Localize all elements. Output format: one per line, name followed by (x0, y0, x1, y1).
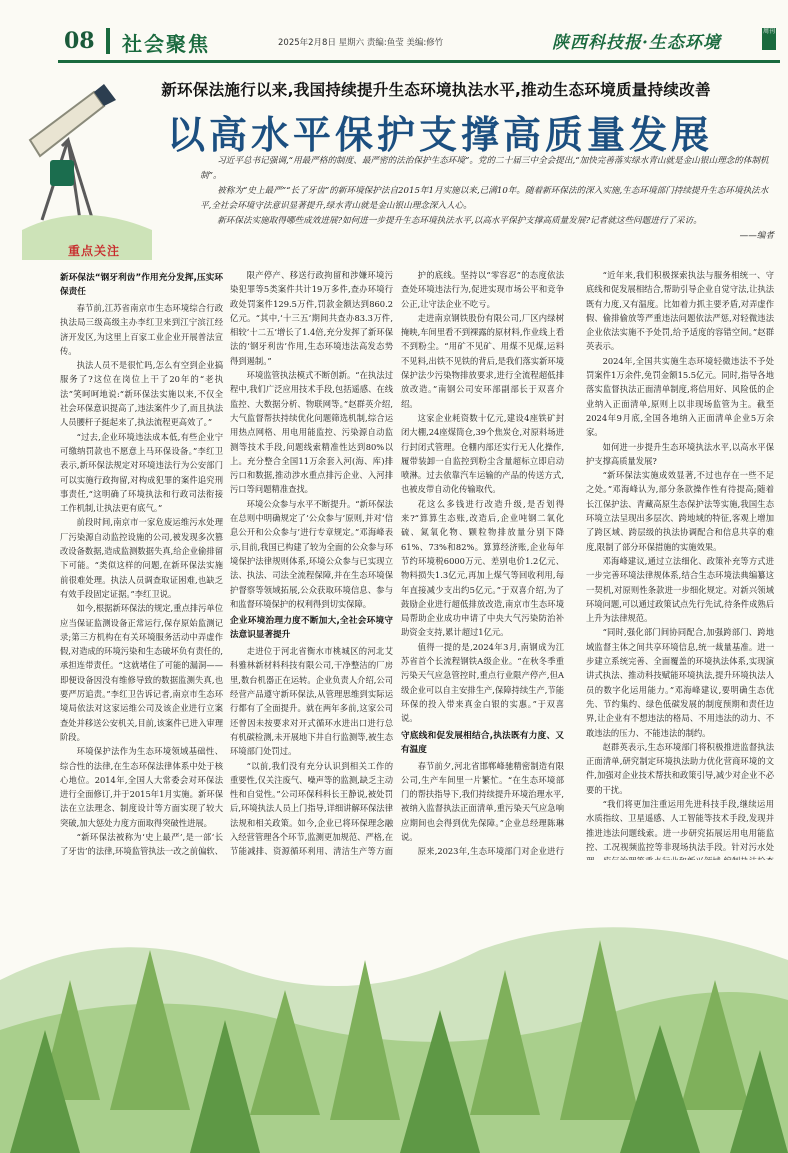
body-paragraph: “同时,强化部门间协同配合,加强跨部门、跨地域监督主体之间共享环境信息,统一裁量基准。进一步建立系统完善、全面覆盖的环境执法体系,实现演讲式执法、推动科技赋能环境执法,提升环境执法人员的数字化运用能力。”邓海峰建议,要明确生态优先、节约集约、绿色低碳发展的制度预期和责任边界,让企业有不想违法的格局、不用违法的动力、不敢违法的压力、不能违法的制约。 (586, 627, 774, 738)
forest-landscape-illustration (0, 860, 788, 1153)
body-paragraph: 走进南京钢铁股份有限公司,厂区内绿树掩映,车间里看不到裸露的原材料,作业线上看不到粉尘。“用矿不见矿、用煤不见煤,运料不见料,出铁不见铁的背后,是我们落实新环境保护法少污染物排放要求,进行全流程超低排放改造。”南钢公司安环部副部长于双喜介绍。 (401, 312, 564, 409)
body-paragraph: 花这么多钱进行改造升级,是否划得来?“算算生态账,改造后,企业吨钢二氧化硫、氮氧化物、颗粒物排放量分别下降61%、73%和82%。算算经济账,企业每年节约环境税6000万元、差别电价1.2亿元、物料损失1.3亿元,再加上煤气等回收利用,每年直接减少支出约5亿元。”于双喜介绍,为了鼓励企业进行超低排放改造,南京市生态环境局帮助企业成功申请了中央大气污染防治补助资金支持,累计超过1亿元。 (401, 498, 564, 638)
section-subheading: 企业环境治理力度不断加大,全社会环境守法意识显著提升 (230, 616, 393, 641)
body-paragraph: 如今,根据新环保法的规定,重点排污单位应当保证监测设备正常运行,保存原始监测记录;第三方机构在有关环境服务活动中弄虚作假,对造成的环境污染和生态破坏负有责任的,承担连带责任。“这就堵住了可能的漏洞——即便设备因没有维修导致的数据监测失真,也要严厉追责。”李红卫告诉记者,南京市生态环境局依法对这家运维公司及该企业进行立案查处并移送公安机关,目前,该案件已进入审理阶段。 (60, 603, 223, 742)
lead-paragraph: 新环保法实施取得哪些成效进展?如何进一步提升生态环境执法水平,以高水平保护支撑高质量发展?记者就这些问题进行了采访。 (217, 216, 702, 226)
text-column-4 (586, 268, 774, 940)
body-paragraph: 执法人员不是很忙吗,怎么有空到企业搞服务了?这位在岗位上干了20年的“老执法”笑呵呵地说:“新环保法实施以来,不仅全社会环保意识提高了,违法案件少了,而且执法人员腰杆子挺起来了,执法流程更高效了。” (60, 360, 223, 428)
focus-label: 重点关注 (68, 244, 121, 258)
body-paragraph: 2024年,全国共实施生态环境轻微违法不予处罚案件1万余件,免罚金额15.5亿元。同时,指导各地落实监督执法正面清单制度,将信用好、风险低的企业纳入正面清单,原则上以非现场监管为主。截至2024年9月底,全国各地纳入正面清单企业5万余家。 (586, 355, 774, 438)
lead-paragraph: 被称为“史上最严”“长了牙齿”的新环境保护法自2015年1月实施以来,已满10年。随着新环保法的深入实施,生态环境部门持续提升生态环境执法水平,全社会环境守法意识显著提升,绿水青山就是金山银山理念深入人心。 (200, 186, 769, 211)
section-subheading: 守底线和促发展相结合,执法既有力度、又有温度 (401, 730, 564, 755)
body-paragraph: “过去,企业环境违法成本低,有些企业宁可缴纳罚款也不愿意上马环保设备。”李红卫表示,新环保法规定对环境违法行为公安部门可以实施行政拘留,对构成犯罪的案件追究刑事责任,“这明确了环境执法和行政司法衔接工作机制,让执法更有底气。” (60, 431, 223, 514)
brand-tag: 周刊 (762, 28, 776, 50)
article-lead (200, 154, 774, 244)
body-paragraph: “新环保法实施成效显著,不过也存在一些不足之处。”邓海峰认为,部分条款操作性有待提高;随着长江保护法、青藏高原生态保护法等实施,我国生态环境立法呈现出多层次、跨地域的特征,客观上增加了跨区域、跨层级的执法协调配合和信息共享的难度,限制了部分环保措施的实施效果。 (586, 470, 774, 552)
editor-note: ——编者 (739, 231, 774, 241)
header-divider (106, 28, 110, 54)
page-number: 08 (64, 28, 95, 54)
body-paragraph: 赵群英表示,生态环境部门将积极推进监督执法正面清单,研究制定环境执法助力优化营商环境的文件,加强对企业技术帮扶和政策引导,减少对企业不必要的干扰。 (586, 741, 774, 795)
issue-meta: 2025年2月8日 星期六 责编:鱼莹 美编:修竹 (278, 38, 444, 48)
page-header (0, 0, 788, 62)
body-paragraph: “新环保法被称为‘史上最严’,是一部‘长了牙齿’的法律,环境监管执法一改之前偏软、 (60, 831, 223, 857)
body-paragraph: 值得一提的是,2024年3月,南钢成为江苏省首个长流程钢铁A级企业。“在秋冬季重污染天气应急管控时,重点行业限产停产,但A级企业可以自主安排生产,保障持续生产,节能环保的投入带来真金白银的实惠。”于双喜说。 (401, 641, 564, 724)
body-paragraph: 春节前,江苏省南京市生态环境综合行政执法局三级高级主办李红卫来到江宁滨江经济开发区,为这里上百家工业企业开展普法宣传。 (60, 303, 223, 356)
body-paragraph: 环境监管执法模式不断创新。“在执法过程中,我们广泛应用技术手段,包括遥感、在线监控、大数据分析、物联网等。”赵群英介绍,大气监督帮扶持续优化问题筛选机制,综合运用热点网格、用电用能监控、污染源自动监测等技术手段,问题线索精准性达到80%以上。充分整合全国11万余套入河(海、库)排污口和数据,推动涉水重点排污企业、入河排污口等问题精准查找。 (230, 370, 393, 495)
body-paragraph: 这家企业耗资数十亿元,建设4座铁矿封闭大棚,24座煤筒仓,39个焦炭仓,对原料场进行封闭式管理。仓棚内部还实行无人化操作,履带装卸一自监控到粉尘含量超标立即启动喷淋。过去依靠汽车运输的产品的传送方式,也被皮带自动化传输取代。 (401, 412, 564, 495)
body-paragraph: 原来,2023年,生态环境部门对企业进行 (417, 846, 564, 857)
body-paragraph: “近年来,我们积极探索执法与服务相统一、守底线和促发展相结合,帮助引导企业自觉守法,让执法既有力度,又有温度。比如着力抓主要矛盾,对弄虚作假、偷排偷放等严重违法问题依法严惩,对轻微违法企业依法实施不予处罚,给予适度的容错空间。”赵群英表示。 (586, 270, 774, 352)
body-paragraph: 春节前夕,河北省邯郸峰驰精密制造有限公司,生产车间里一片繁忙。“在生态环境部门的帮扶指导下,我们持续提升环境治理水平,被纳入监督执法正面清单,重污染天气应急响应期间也会得到优先保障。”企业总经理陈琳说。 (401, 760, 564, 842)
body-paragraph: “我们将更加注重运用先进科技手段,继续运用水质指纹、卫星遥感、人工智能等技术手段,发现并推进违法问题线索。进一步研究拓展运用电用能监控、工况视频监控等非现场执法手段。针对污水处 (586, 798, 774, 852)
article-kicker: 新环保法施行以来,我国持续提升生态环境执法水平,推动生态环境质量持续改善 (161, 81, 711, 99)
section-subheading: 新环保法“钢牙利齿”作用充分发挥,压实环保责任 (60, 273, 223, 297)
body-paragraph: 限产停产、移送行政拘留和涉嫌环境污染犯罪等5类案件共计19万多件,查办环境行政处罚案件129.5万件,罚款金额达到860.2亿元。“其中,‘十三五’期间共查办83.3万件,相较‘十二五’增长了1.4倍,充分发挥了新环保法的‘钢牙利齿’作用,生态环境违法高发态势得到遏制。” (230, 270, 393, 366)
body-paragraph: 邓海峰建议,通过立法细化、政策补充等方式进一步完善环境法律规体系,结合生态环境法典编纂这一契机,对原则性条款进一步细化规定。对新兴领域环境问题,可以通过政策试点先行先试,待条件成熟后上升为法律规范。 (586, 555, 774, 624)
body-paragraph: “以前,我们没有充分认识到相关工作的重要性,仅关注废气、噪声等的监测,缺乏主动性和自觉性。”公司环保科科长王静说,被处罚后,环境执法人员上门指导,详细讲解环保法律法规和相关政策。如今,企业已将环保理念融入经营管理各个环节,监测更加规范、严格,在节能减排、资源循环利用、清洁生产等方面 (230, 760, 393, 857)
newspaper-brand: 陕西科技报·生态环境 (552, 33, 721, 53)
body-paragraph: 护的底线。坚持以“零容忍”的态度依法查处环境违法行为,促进实现市场公平和竞争公正,让守法企业不吃亏。 (401, 270, 564, 309)
body-paragraph: 如何进一步提升生态环境执法水平,以高水平保护支撑高质量发展? (586, 441, 774, 466)
body-paragraph: 走进位于河北省衡水市桃城区的河北艾科雅林新材料科技有限公司,干净整洁的厂房里,数台机器正在运转。企业负责人介绍,公司经营产品遵守新环保法,从管理思维到实际运行都有了全面提升。就在两年多前,这家公司还曾因未按要求对开式循环水进出口进行总有机碳检测,未开展地下井自行监测等,被生态环境部门处罚过。 (230, 646, 393, 757)
article-headline: 以高水平保护支撑高质量发展 (166, 113, 713, 157)
lead-paragraph: 习近平总书记强调,“用最严格的制度、最严密的法治保护生态环境”。党的二十届三中全会提出,“加快完善落实绿水青山就是金山银山理念的体制机制”。 (200, 156, 769, 181)
body-paragraph: 前段时间,南京市一家危废运维污水处理厂污染源自动监控设施的公司,被发现多次篡改设备数据,造成监测数据失真,给企业偷排留下可能。“类似这样的问题,在新环保法实施前很难处理。执法人员调查取证困难,也缺乏有效手段固定证据。”李红卫说。 (60, 517, 223, 599)
section-title: 社会聚焦 (122, 32, 210, 56)
header-rule (58, 60, 780, 63)
body-paragraph: 环境公众参与水平不断提升。“新环保法在总则中明确规定了‘公众参与’原则,并对‘信息公开和公众参与’进行专章规定。”邓海峰表示,目前,我国已构建了较为全面的公众参与环境保护法律规则体系,环境公众参与已实现立法、执法、司法全流程保障,并在生态环境保护督察等领域拓展,公众获取环境信息、参与和监督环境保护的权利得到切实保障。 (230, 498, 393, 609)
body-paragraph: 环境保护法作为生态环境领域基础性、综合性的法律,在生态环保法律体系中处于核心地位。2014年,全国人大常委会对环保法进行全面修订,并于2015年1月实施。新环保法在立法理念、制度设计等方面实现了较大突破,加大惩处力度方面取得突破性进展。 (60, 746, 223, 828)
